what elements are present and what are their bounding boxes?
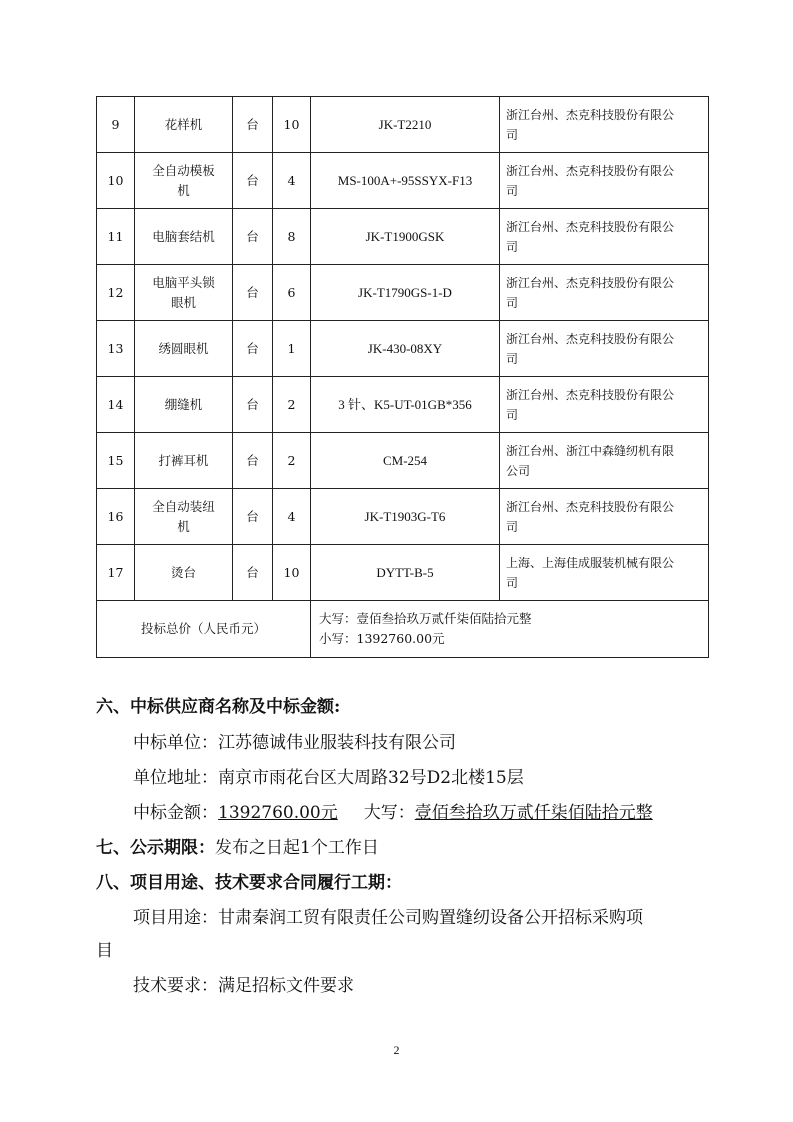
total-value — [311, 601, 709, 658]
table-row — [97, 545, 709, 601]
amount-label: 中标金额： — [133, 803, 218, 823]
equipment-name: 花样机 — [135, 97, 233, 153]
quantity: 10 — [273, 97, 311, 153]
table-row — [97, 265, 709, 321]
model: MS-100A+-95SSYX-F13 — [311, 153, 500, 209]
model: JK-430-08XY — [311, 321, 500, 377]
unit: 台 — [233, 545, 273, 601]
manufacturer-line-1: 浙江台州、杰克科技股份有限公 — [506, 163, 675, 178]
section-8-heading: 八、项目用途、技术要求合同履行工期： — [96, 873, 402, 893]
unit: 台 — [233, 489, 273, 545]
table-row — [97, 97, 709, 153]
address-label: 单位地址： — [133, 768, 218, 788]
equipment-name-line-2: 机 — [177, 518, 190, 534]
address-line — [133, 767, 524, 789]
unit: 台 — [233, 209, 273, 265]
model: JK-T1900GSK — [311, 209, 500, 265]
total-row — [97, 601, 709, 658]
manufacturer — [500, 377, 709, 433]
manufacturer-line-2: 司 — [506, 239, 519, 254]
row-number: 17 — [97, 545, 135, 601]
equipment-name: 绣圆眼机 — [135, 321, 233, 377]
equipment-name-line-2: 机 — [177, 182, 190, 198]
model: JK-T2210 — [311, 97, 500, 153]
manufacturer — [500, 265, 709, 321]
manufacturer-line-2: 公司 — [506, 463, 531, 478]
manufacturer-line-2: 司 — [506, 295, 519, 310]
amount-upper-label: 大写： — [363, 803, 415, 823]
manufacturer-line-1: 浙江台州、杰克科技股份有限公 — [506, 219, 675, 234]
unit: 台 — [233, 153, 273, 209]
row-number: 15 — [97, 433, 135, 489]
total-upper: 大写：壹佰叁拾玖万贰仟柒佰陆拾元整 — [319, 611, 532, 626]
manufacturer-line-1: 浙江台州、杰克科技股份有限公 — [506, 275, 675, 290]
equipment-name — [135, 153, 233, 209]
manufacturer-line-2: 司 — [506, 407, 519, 422]
manufacturer — [500, 321, 709, 377]
winner-value: 江苏德诚伟业服装科技有限公司 — [218, 733, 456, 753]
equipment-name-line-2: 眼机 — [170, 294, 196, 310]
row-number: 11 — [97, 209, 135, 265]
page-number: 2 — [393, 1043, 400, 1057]
manufacturer-line-2: 司 — [506, 127, 519, 142]
manufacturer-line-1: 浙江台州、杰克科技股份有限公 — [506, 107, 675, 122]
section-6-heading: 六、中标供应商名称及中标金额: — [96, 697, 341, 717]
address-value: 南京市雨花台区大周路32号D2北楼15层 — [218, 768, 524, 788]
table-row — [97, 153, 709, 209]
equipment-name — [135, 489, 233, 545]
equipment-name-line-1: 全自动装纽 — [152, 498, 215, 514]
equipment-name: 电脑套结机 — [135, 209, 233, 265]
table-row — [97, 377, 709, 433]
manufacturer — [500, 433, 709, 489]
section-7-heading: 七、公示期限： — [96, 838, 215, 858]
quantity: 10 — [273, 545, 311, 601]
quantity: 6 — [273, 265, 311, 321]
equipment-name-line-1: 全自动模板 — [152, 162, 215, 178]
quantity: 8 — [273, 209, 311, 265]
model: JK-T1790GS-1-D — [311, 265, 500, 321]
manufacturer-line-2: 司 — [506, 575, 519, 590]
amount-upper-value: 壹佰叁拾玖万贰仟柒佰陆拾元整 — [414, 803, 653, 823]
manufacturer — [500, 489, 709, 545]
winner-label: 中标单位： — [133, 733, 218, 753]
equipment-name: 打裤耳机 — [135, 433, 233, 489]
total-lower: 小写：1392760.00元 — [319, 631, 445, 646]
quantity: 2 — [273, 433, 311, 489]
tech-label: 技术要求： — [133, 976, 218, 996]
unit: 台 — [233, 377, 273, 433]
equipment-name-line-1: 电脑平头锁 — [152, 274, 215, 290]
manufacturer-line-2: 司 — [506, 183, 519, 198]
tech-line — [133, 975, 354, 997]
row-number: 10 — [97, 153, 135, 209]
manufacturer-line-2: 司 — [506, 351, 519, 366]
purpose-line — [133, 907, 643, 929]
equipment-name — [135, 265, 233, 321]
model: DYTT-B-5 — [311, 545, 500, 601]
quantity: 4 — [273, 489, 311, 545]
row-number: 14 — [97, 377, 135, 433]
quantity: 4 — [273, 153, 311, 209]
row-number: 9 — [97, 97, 135, 153]
table-row — [97, 433, 709, 489]
equipment-name: 烫台 — [135, 545, 233, 601]
table-row — [97, 489, 709, 545]
purpose-label: 项目用途： — [133, 908, 218, 928]
manufacturer — [500, 209, 709, 265]
manufacturer — [500, 545, 709, 601]
purpose-value-line1: 甘肃秦润工贸有限责任公司购置缝纫设备公开招标采购项 — [218, 908, 643, 928]
manufacturer — [500, 153, 709, 209]
manufacturer-line-2: 司 — [506, 519, 519, 534]
unit: 台 — [233, 265, 273, 321]
quantity: 1 — [273, 321, 311, 377]
total-label: 投标总价（人民币元） — [97, 601, 311, 658]
unit: 台 — [233, 321, 273, 377]
winner-line — [133, 732, 456, 754]
manufacturer-line-1: 浙江台州、浙江中森缝纫机有限 — [506, 443, 675, 458]
row-number: 12 — [97, 265, 135, 321]
table-row — [97, 209, 709, 265]
amount-value: 1392760.00元 — [218, 803, 338, 823]
quantity: 2 — [273, 377, 311, 433]
section-7-line — [96, 837, 379, 859]
manufacturer — [500, 97, 709, 153]
manufacturer-line-1: 上海、上海佳成服装机械有限公 — [506, 555, 675, 570]
equipment-name: 绷缝机 — [135, 377, 233, 433]
tech-value: 满足招标文件要求 — [218, 976, 354, 996]
table-row — [97, 321, 709, 377]
purpose-line-2: 目 — [96, 941, 113, 961]
amount-line — [133, 802, 653, 824]
manufacturer-line-1: 浙江台州、杰克科技股份有限公 — [506, 331, 675, 346]
model: JK-T1903G-T6 — [311, 489, 500, 545]
model: CM-254 — [311, 433, 500, 489]
manufacturer-line-1: 浙江台州、杰克科技股份有限公 — [506, 387, 675, 402]
row-number: 16 — [97, 489, 135, 545]
section-7-text: 发布之日起1个工作日 — [215, 838, 379, 858]
unit: 台 — [233, 433, 273, 489]
unit: 台 — [233, 97, 273, 153]
manufacturer-line-1: 浙江台州、杰克科技股份有限公 — [506, 499, 675, 514]
model: 3 针、K5-UT-01GB*356 — [311, 377, 500, 433]
equipment-table — [96, 96, 709, 658]
row-number: 13 — [97, 321, 135, 377]
